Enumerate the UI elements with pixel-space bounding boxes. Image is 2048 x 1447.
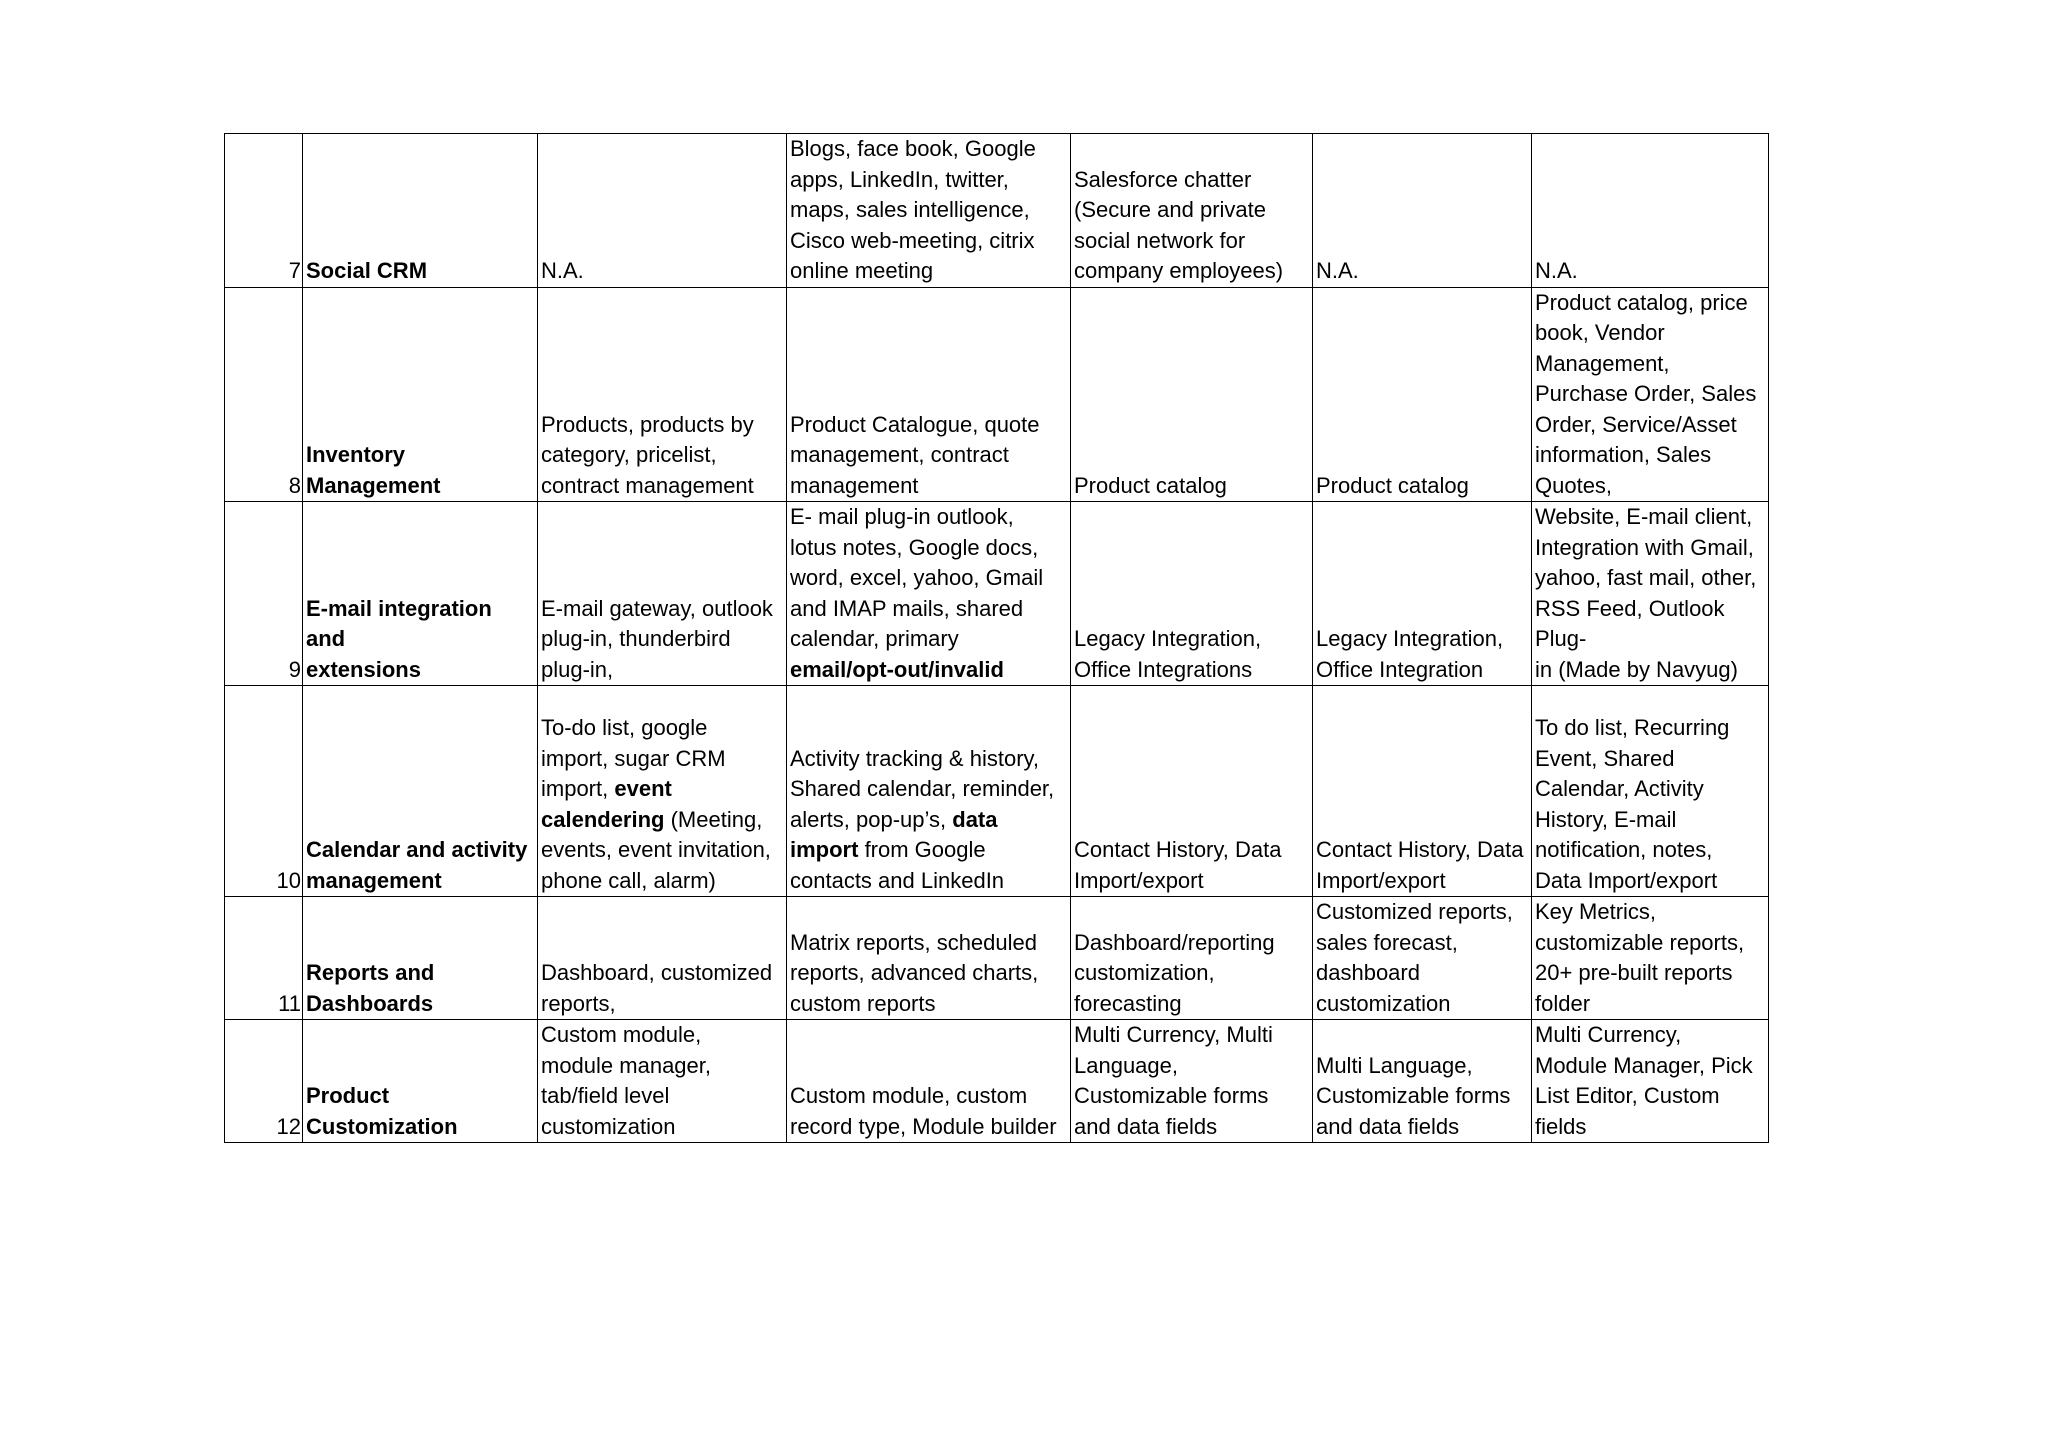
table-cell-col-d	[1313, 1020, 1532, 1143]
table-row	[225, 686, 1769, 897]
cell-text: Products, products by category, pricelist, contract management	[541, 411, 754, 498]
feature-cell	[303, 686, 538, 897]
cell-text: Blogs, face book, Google apps, LinkedIn, twitter, maps, sales intelligence, Cisco web-meeting, citrix online meeting	[790, 136, 1036, 283]
cell-text: from Google contacts and LinkedIn	[790, 837, 1005, 893]
cell-text: Dashboard, customized reports,	[541, 960, 773, 1016]
table-body	[225, 134, 1769, 1143]
table-cell-col-a	[538, 897, 787, 1020]
feature-label: Reports and Dashboards	[306, 960, 435, 1016]
table-cell-col-c	[1071, 502, 1313, 686]
row-number: 10	[225, 686, 303, 897]
table-cell-col-d	[1313, 897, 1532, 1020]
cell-text: Contact History, Data Import/export	[1316, 837, 1524, 893]
cell-text-bold: data import	[790, 806, 998, 862]
row-number: 9	[225, 502, 303, 686]
cell-text: Product Catalogue, quote management, contract management	[790, 411, 1040, 498]
table-cell-col-d	[1313, 134, 1532, 288]
cell-text-bold: email/opt-out/invalid	[790, 656, 1004, 682]
cell-text: E- mail plug-in outlook, lotus notes, Google docs, word, excel, yahoo, Gmail and IMAP mails, shared calendar, primary	[790, 504, 1044, 651]
table-row	[225, 897, 1769, 1020]
table-cell-col-b	[787, 1020, 1071, 1143]
row-number: 12	[225, 1020, 303, 1143]
table-cell-col-c	[1071, 1020, 1313, 1143]
table-cell-col-c	[1071, 287, 1313, 502]
table-cell-col-e	[1532, 134, 1769, 288]
table-cell-col-a	[538, 134, 787, 288]
feature-cell	[303, 134, 538, 288]
cell-text: Website, E-mail client, Integration with Gmail, yahoo, fast mail, other, RSS Feed, Outlook Plug- in (Made by Navyug)	[1535, 504, 1757, 682]
table-cell-col-e	[1532, 1020, 1769, 1143]
cell-text: Multi Language, Customizable forms and data fields	[1316, 1052, 1511, 1139]
table-cell-col-a	[538, 502, 787, 686]
cell-text: Legacy Integration, Office Integrations	[1074, 626, 1262, 682]
table-cell-col-b	[787, 502, 1071, 686]
row-number: 11	[225, 897, 303, 1020]
table-cell-col-e	[1532, 686, 1769, 897]
feature-label: E-mail integration and extensions	[306, 595, 492, 682]
feature-label: Social CRM	[306, 258, 428, 283]
cell-text: N.A.	[1316, 258, 1359, 283]
table-cell-col-c	[1071, 134, 1313, 288]
cell-text: Product catalog	[1074, 472, 1227, 498]
table-cell-col-d	[1313, 502, 1532, 686]
row-number: 8	[225, 287, 303, 502]
row-number: 7	[225, 134, 303, 288]
cell-text: Multi Currency, Module Manager, Pick List Editor, Custom fields	[1535, 1022, 1753, 1139]
table-cell-col-a	[538, 1020, 787, 1143]
cell-text: Custom module, module manager, tab/field level customization	[541, 1022, 711, 1139]
feature-cell	[303, 502, 538, 686]
table-cell-col-d	[1313, 686, 1532, 897]
feature-label: Inventory Management	[306, 442, 441, 498]
cell-text: N.A.	[541, 258, 584, 283]
cell-text: Multi Currency, Multi Language, Customizable forms and data fields	[1074, 1022, 1273, 1139]
cell-text: Customized reports, sales forecast, dashboard customization	[1316, 899, 1513, 1016]
table-cell-col-b	[787, 897, 1071, 1020]
cell-text-bold: event calendering	[541, 776, 672, 832]
feature-cell	[303, 897, 538, 1020]
table-cell-col-e	[1532, 287, 1769, 502]
cell-text: Dashboard/reporting customization, forecasting	[1074, 929, 1275, 1016]
cell-text: Key Metrics, customizable reports, 20+ pre-built reports folder	[1535, 899, 1745, 1016]
table-cell-col-b	[787, 686, 1071, 897]
comparison-table	[224, 133, 1769, 1143]
table-row	[225, 287, 1769, 502]
table-row	[225, 134, 1769, 288]
cell-text: N.A.	[1535, 258, 1578, 283]
cell-text: Activity tracking & history, Shared calendar, reminder, alerts, pop-up’s,	[790, 745, 1055, 832]
cell-text: E-mail gateway, outlook plug-in, thunderbird plug-in,	[541, 595, 773, 682]
cell-text: (Meeting, events, event invitation, phone call, alarm)	[541, 806, 771, 893]
cell-text: Contact History, Data Import/export	[1074, 837, 1282, 893]
table-row	[225, 502, 1769, 686]
feature-cell	[303, 1020, 538, 1143]
cell-text: Product catalog, price book, Vendor Management, Purchase Order, Sales Order, Service/Asset information, Sales Quotes,	[1535, 289, 1757, 498]
table-cell-col-c	[1071, 897, 1313, 1020]
table-cell-col-e	[1532, 502, 1769, 686]
cell-text: Salesforce chatter (Secure and private social network for company employees)	[1074, 166, 1284, 283]
feature-label: Calendar and activity management	[306, 837, 528, 893]
feature-label: Product Customization	[306, 1083, 458, 1139]
table-cell-col-d	[1313, 287, 1532, 502]
cell-text: Product catalog	[1316, 472, 1469, 498]
table-cell-col-c	[1071, 686, 1313, 897]
table-row	[225, 1020, 1769, 1143]
cell-text: Matrix reports, scheduled reports, advanced charts, custom reports	[790, 929, 1039, 1016]
cell-text: To-do list, google import, sugar CRM import,	[541, 715, 726, 801]
table-cell-col-b	[787, 134, 1071, 288]
table-cell-col-a	[538, 686, 787, 897]
cell-text: Custom module, custom record type, Module builder	[790, 1083, 1057, 1139]
cell-text: Legacy Integration, Office Integration	[1316, 626, 1504, 682]
cell-text: To do list, Recurring Event, Shared Calendar, Activity History, E-mail notification, notes, Data Import/export	[1535, 715, 1730, 893]
table-cell-col-e	[1532, 897, 1769, 1020]
table-cell-col-a	[538, 287, 787, 502]
feature-cell	[303, 287, 538, 502]
table-cell-col-b	[787, 287, 1071, 502]
